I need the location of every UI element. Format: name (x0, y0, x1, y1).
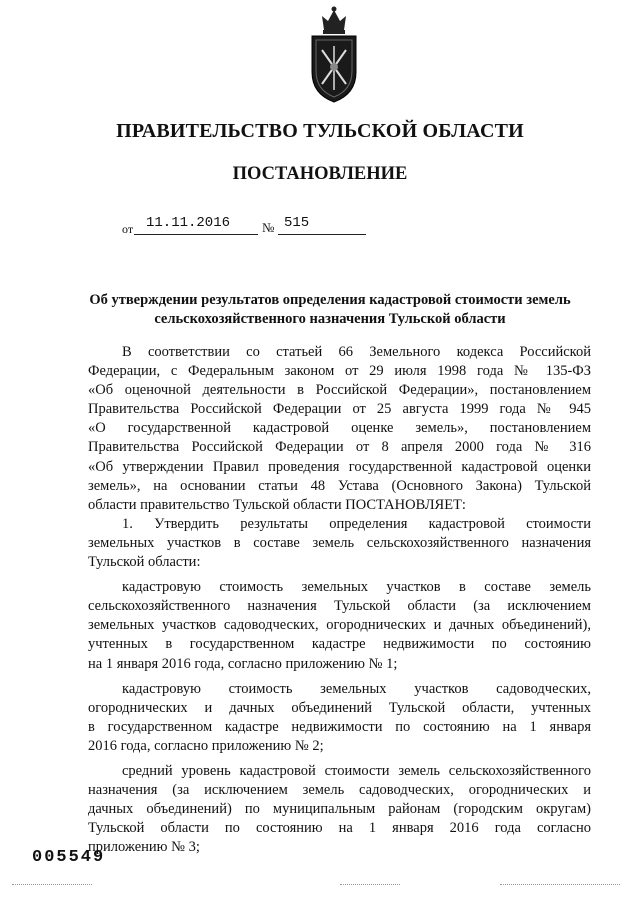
text-line: назначения (за исключением земель садоводческих, огороднических и (88, 782, 591, 799)
date-underline (134, 234, 258, 235)
text-line: «Об утверждении Правил проведения государственной кадастровой оценки (88, 458, 591, 475)
scan-artifact (500, 884, 620, 886)
subject-line: Об утверждении результатов определения кадастровой стоимости земель (89, 292, 571, 308)
paragraph-subitem-2 (88, 680, 591, 756)
text-line: Правительства Российской Федерации от 8 апреля 2000 года № 316 (88, 439, 591, 456)
text-line: «О государственной кадастровой оценке земель», постановлением (88, 420, 591, 437)
document-date: 11.11.2016 (146, 215, 231, 231)
text-line: 1. Утвердить результаты определения кадастровой стоимости (122, 515, 591, 532)
text-line: сельскохозяйственного назначения Тульской области (за исключением (88, 598, 591, 615)
text-line: Федерации, с Федеральным законом от 29 июля 1998 года № 135-ФЗ (88, 363, 591, 380)
text-line: на 1 января 2016 года, согласно приложению № 1; (88, 655, 398, 672)
number-underline (278, 234, 366, 235)
text-line: в государственном кадастре недвижимости по состоянию на 1 января (88, 718, 591, 735)
coat-of-arms-icon (308, 6, 360, 106)
text-line: земельных участков в составе земель сельскохозяйственного назначения (88, 534, 591, 551)
text-line: кадастровую стоимость земельных участков в составе земель (122, 579, 591, 596)
text-line: дачных объединений) по муниципальным районам (городским округам) (88, 801, 591, 818)
government-title: ПРАВИТЕЛЬСТВО ТУЛЬСКОЙ ОБЛАСТИ (116, 120, 524, 142)
paragraph-preamble (88, 343, 591, 515)
text-line: приложению № 3; (88, 839, 200, 856)
text-line: земель», на основании статьи 48 Устава (Основного Закона) Тульской (88, 477, 591, 494)
document-type: ПОСТАНОВЛЕНИЕ (232, 164, 408, 184)
subject-line: сельскохозяйственного назначения Тульской области (154, 311, 506, 327)
text-line: средний уровень кадастровой стоимости земель сельскохозяйственного (122, 762, 591, 779)
document-body (88, 343, 591, 857)
paragraph-subitem-1 (88, 578, 591, 673)
text-line: 2016 года, согласно приложению № 2; (88, 737, 324, 754)
scan-artifact (340, 884, 400, 886)
text-line: Правительства Российской Федерации от 25 августа 1999 года № 945 (88, 401, 591, 418)
text-line: «Об оценочной деятельности в Российской Федерации», постановлением (88, 382, 591, 399)
document-number: 515 (284, 215, 310, 231)
paragraph-subitem-3 (88, 762, 591, 857)
text-line: кадастровую стоимость земельных участков садоводческих, (122, 680, 591, 697)
paragraph-item-1 (88, 515, 591, 572)
date-number-row (0, 214, 640, 238)
text-line: В соответствии со статьей 66 Земельного кодекса Российской (122, 344, 591, 360)
date-label: от (122, 222, 134, 236)
text-line: учтенных в государственном кадастре недвижимости по состоянию (88, 636, 591, 653)
text-line: Тульской области по состоянию на 1 января 2016 года согласно (88, 820, 591, 837)
text-line: Тульской области: (88, 554, 201, 571)
scan-artifact (12, 884, 92, 886)
document-subject (70, 291, 590, 329)
text-line: огороднических и дачных объединений Тульской области, учтенных (88, 699, 591, 716)
serial-number: 005549 (32, 848, 106, 867)
text-line: земельных участков садоводческих, огороднических и дачных объединений), (88, 617, 591, 634)
number-label: № (262, 220, 275, 235)
text-line: области правительство Тульской области ПОСТАНОВЛЯЕТ: (88, 496, 466, 513)
